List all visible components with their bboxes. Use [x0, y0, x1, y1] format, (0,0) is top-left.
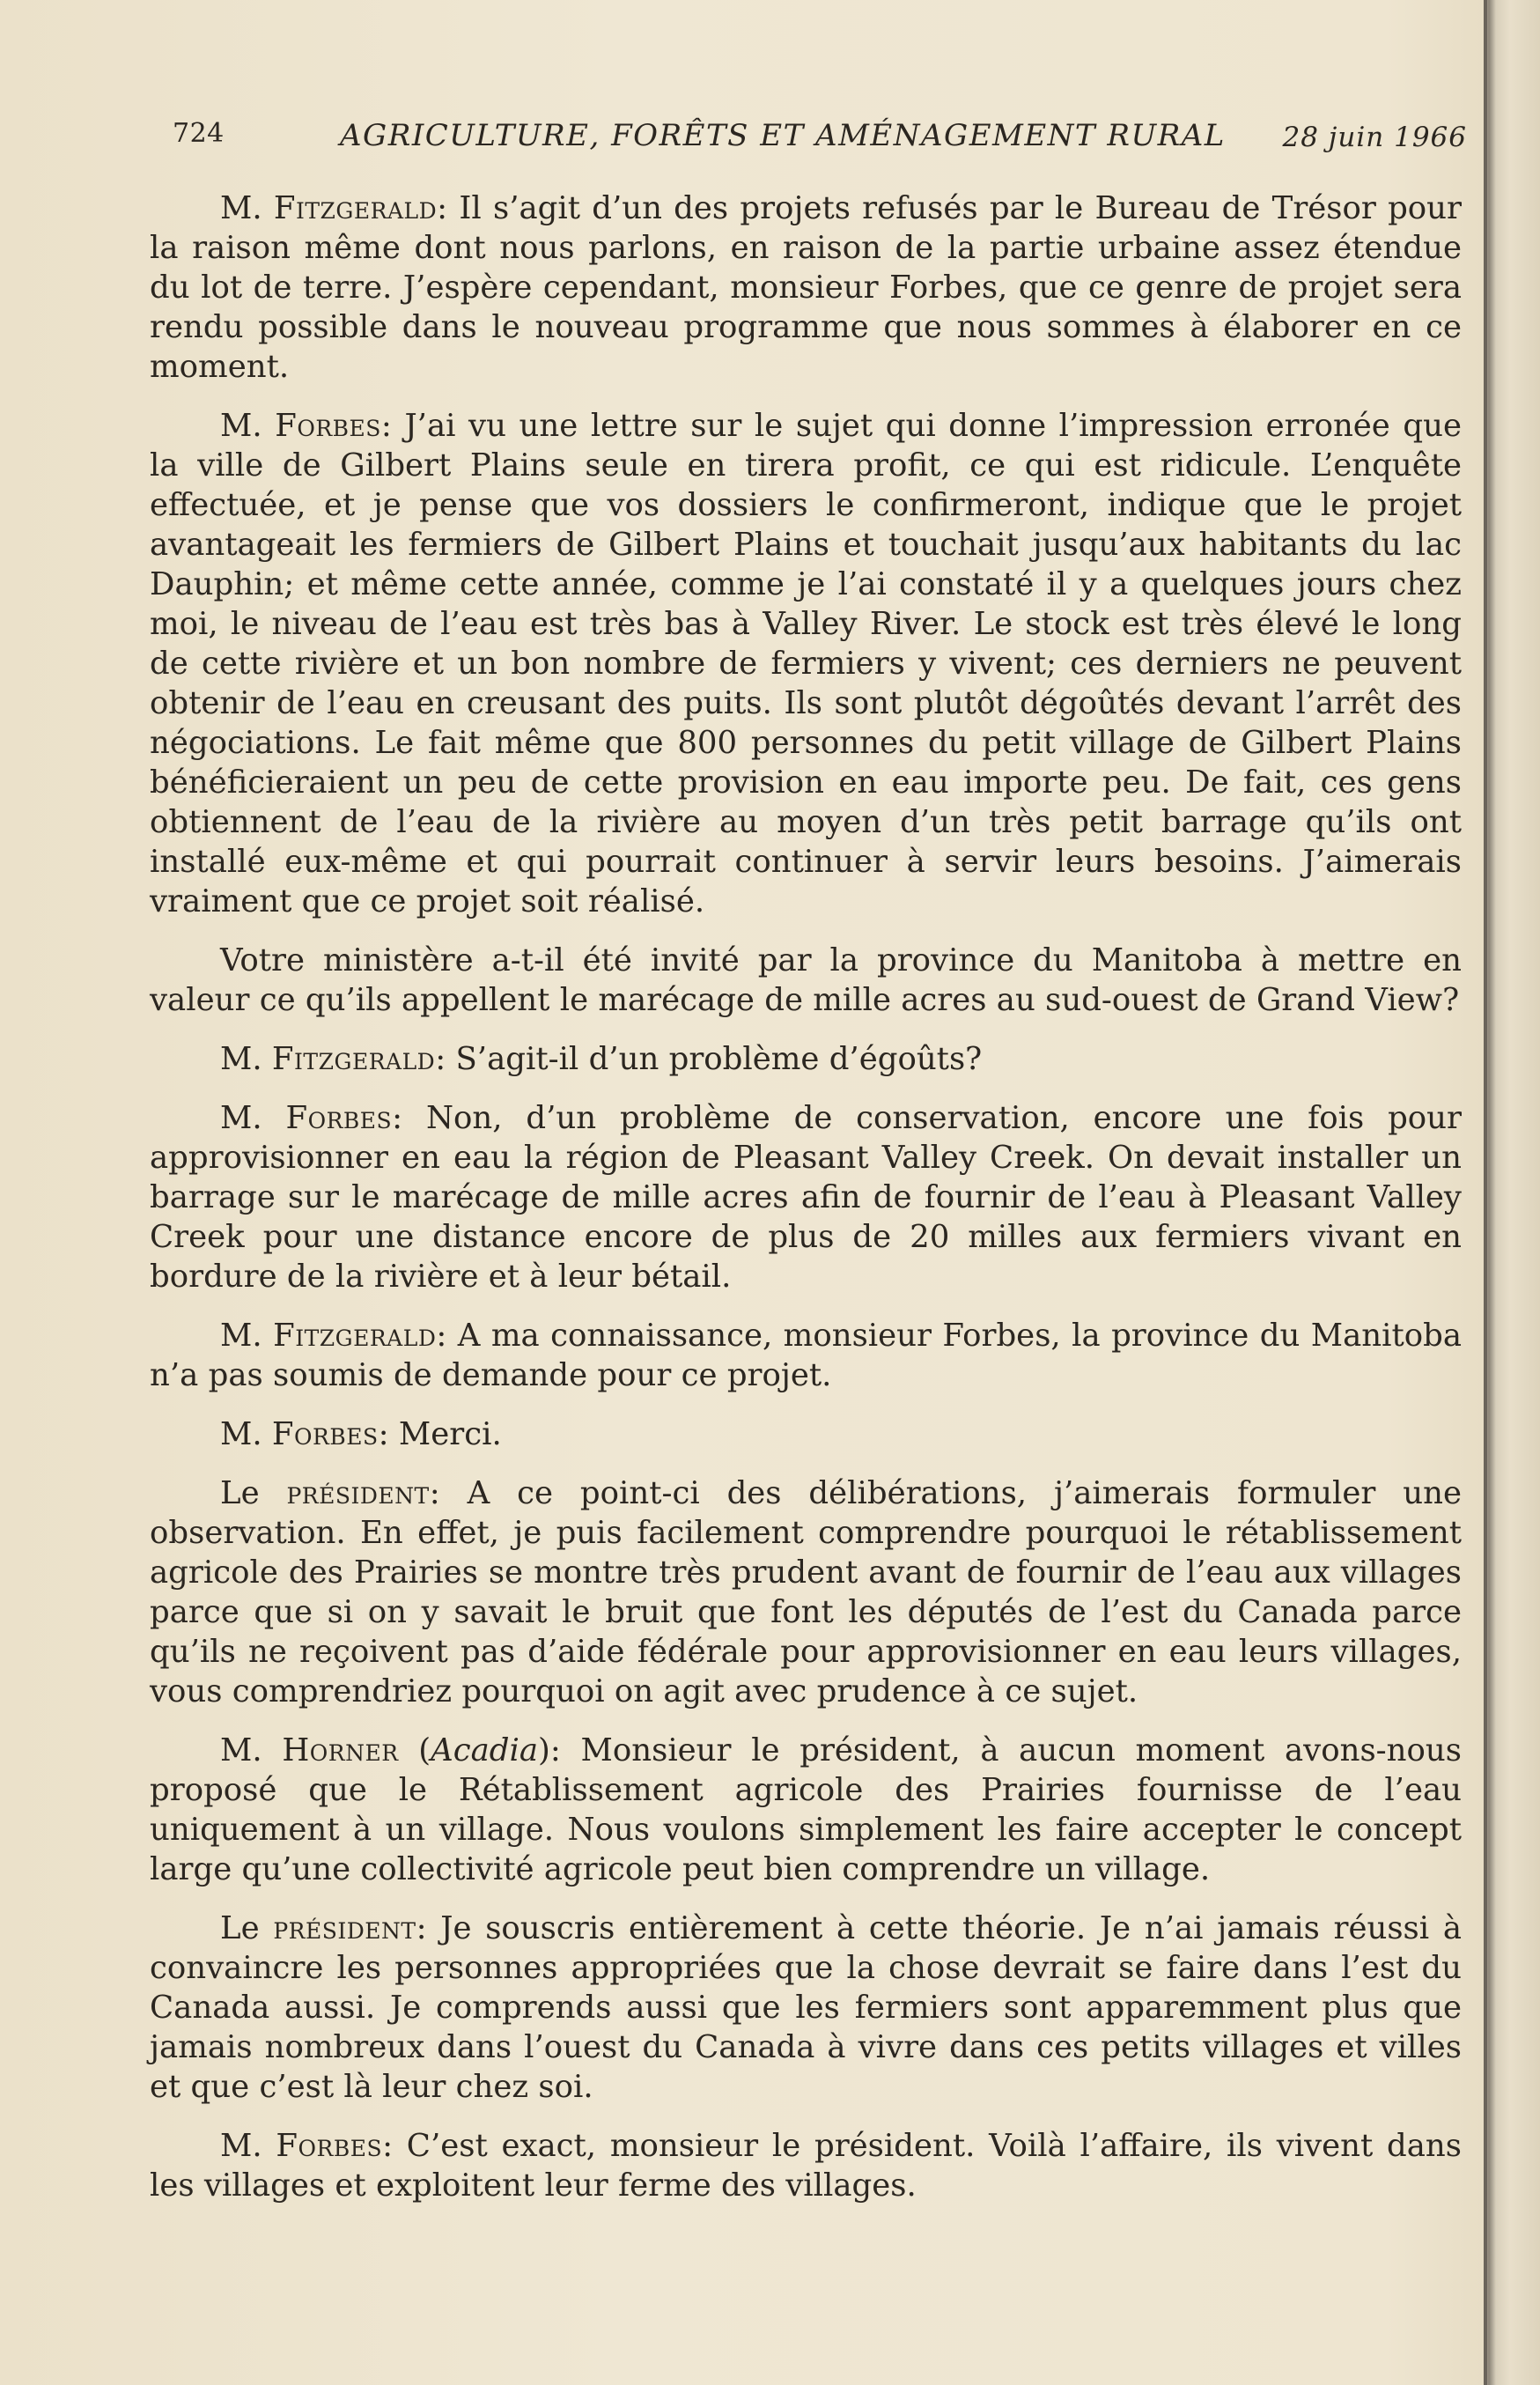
- speaker-name: Forbes: [271, 1416, 379, 1452]
- speaker-name: Forbes: [285, 1100, 393, 1136]
- page-gutter: [1484, 0, 1540, 2385]
- speaker-prefix: Le: [220, 1910, 274, 1946]
- paragraph-text: Votre ministère a-t-il été invité par la province du Manitoba à mettre en valeur ce qu’ils appellent le marécage de mille acres au sud-ouest de Grand View?: [150, 942, 1462, 1018]
- paragraph-text: Merci.: [398, 1416, 502, 1452]
- paragraph-text: A ma connaissance, monsieur Forbes, la province du Manitoba n’a pas soumis de demande pour ce projet.: [150, 1318, 1463, 1393]
- speaker-prefix: M.: [220, 1318, 274, 1354]
- speaker-name: Fitzgerald: [273, 190, 438, 226]
- speaker-prefix: Le: [220, 1475, 287, 1511]
- speaker-name: Fitzgerald: [271, 1041, 436, 1077]
- speaker-separator: :: [435, 1041, 456, 1077]
- paragraph: [150, 1039, 1462, 1079]
- running-title: AGRICULTURE, FORÊTS ET AMÉNAGEMENT RURAL: [340, 118, 1226, 153]
- speaker-separator: :: [549, 1732, 581, 1768]
- speaker-separator: :: [382, 2128, 407, 2164]
- speaker-riding: Acadia: [431, 1732, 539, 1768]
- paragraph: [150, 1316, 1462, 1395]
- paragraph-text: Monsieur le président, à aucun moment avons-nous proposé que le Rétablissement agricole des Prairies fournisse de l’eau uniquement à un village. Nous voulons simplement les faire accepter le concept large qu’une collectivité agricole peut bien comprendre un village.: [150, 1732, 1462, 1887]
- paragraph: [150, 941, 1462, 1020]
- speaker-separator: :: [378, 1416, 399, 1452]
- speaker-separator: :: [429, 1475, 468, 1511]
- speaker-prefix: M.: [220, 1041, 272, 1077]
- paragraph: M. Horner (Acadia): Monsieur le président, à aucun moment avons-nous proposé que le Rétablissement agricole des Prairies fournisse de l’eau uniquement à un village. Nous voulons simplement les faire accepter le concept large qu’une collectivité agricole peut bien comprendre un village.: [150, 1732, 1462, 1887]
- running-header: [173, 113, 1467, 166]
- running-date: 28 juin 1966: [1282, 122, 1467, 153]
- speaker-name: Forbes: [276, 2128, 383, 2164]
- paragraph-text: Il s’agit d’un des projets refusés par le Bureau de Trésor pour la raison même dont nous parlons, en raison de la partie urbaine assez étendue du lot de terre. J’espère cependant, monsieur Forbes, que ce genre de projet sera rendu possible dans le nouveau programme que nous sommes à élaborer en ce moment.: [150, 190, 1463, 385]
- paragraph-text: S’agit-il d’un problème d’égoûts?: [455, 1041, 983, 1077]
- paragraph: [150, 1098, 1462, 1296]
- speaker-name: Fitzgerald: [273, 1318, 437, 1354]
- speaker-prefix: M.: [220, 1416, 272, 1452]
- speaker-name: président: [273, 1910, 416, 1946]
- speaker-separator: :: [416, 1910, 441, 1946]
- speaker-separator: :: [392, 1100, 426, 1136]
- paragraph: [150, 1473, 1462, 1711]
- speaker-prefix: M.: [220, 1100, 286, 1136]
- speaker-separator: :: [436, 1318, 458, 1354]
- speaker-name: Horner: [282, 1732, 399, 1768]
- paragraph-text: Je souscris entièrement à cette théorie. Je n’ai jamais réussi à convaincre les personnes appropriées que la chose devrait se faire dans l’est du Canada aussi. Je comprends aussi que les fermiers sont apparemment plus que jamais nombreux dans l’ouest du Canada à vivre dans ces petits villages et villes et que c’est là leur chez soi.: [150, 1910, 1463, 2105]
- page-number: 724: [173, 118, 225, 149]
- speaker-separator: :: [437, 190, 460, 226]
- speaker-prefix: M.: [220, 190, 274, 226]
- speaker-name: Forbes: [275, 408, 381, 444]
- paragraph: [150, 1909, 1462, 2107]
- speaker-prefix: M.: [220, 1732, 283, 1768]
- speaker-prefix: M.: [220, 2128, 276, 2164]
- paragraph: [150, 1414, 1462, 1454]
- paragraph: [150, 406, 1462, 921]
- speaker-name: président: [286, 1475, 430, 1511]
- paragraph: [150, 2126, 1462, 2205]
- speaker-separator: :: [380, 408, 405, 444]
- paragraph-text: Non, d’un problème de conservation, encore une fois pour approvisionner en eau la région de Pleasant Valley Creek. On devait installer un barrage sur le marécage de mille acres afin de fournir de l’eau à Pleasant Valley Creek pour une distance encore de plus de 20 milles aux fermiers vivant en bordure de la rivière et à leur bétail.: [150, 1100, 1463, 1295]
- paragraph-text: C’est exact, monsieur le président. Voilà l’affaire, ils vivent dans les villages et exploitent leur ferme des villages.: [150, 2128, 1462, 2204]
- paragraph: [150, 188, 1462, 387]
- speaker-prefix: M.: [220, 408, 276, 444]
- paragraph-text: J’ai vu une lettre sur le sujet qui donne l’impression erronée que la ville de Gilbert Plains seule en tirera profit, ce qui est ridicule. L’enquête effectuée, et je pense que vos dossiers le confirmeront, indique que le projet avantageait les fermiers de Gilbert Plains et touchait jusqu’aux habitants du lac Dauphin; et même cette année, comme je l’ai constaté il y a quelques jours chez moi, le niveau de l’eau est très bas à Valley River. Le stock est très élevé le long de cette rivière et un bon nombre de fermiers y vivent; ces derniers ne peuvent obtenir de l’eau en creusant des puits. Ils sont plutôt dégoûtés devant l’arrêt des négociations. Le fait même que 800 personnes du petit village de Gilbert Plains bénéficieraient un peu de cette provision en eau importe peu. De fait, ces gens obtiennent de l’eau de la rivière au moyen d’un très petit barrage qu’ils ont installé eux-même et qui pourrait continuer à servir leurs besoins. J’aimerais vraiment que ce projet soit réalisé.: [150, 408, 1462, 919]
- transcript-body: [150, 188, 1462, 2225]
- binding-shadow: [1484, 0, 1487, 2385]
- paragraph-text: A ce point-ci des délibérations, j’aimerais formuler une observation. En effet, je puis facilement comprendre pourquoi le rétablissement agricole des Prairies se montre très prudent avant de fournir de l’eau aux villages parce que si on y savait le bruit que font les députés de l’est du Canada parce qu’ils ne reçoivent pas d’aide fédérale pour approvisionner en eau leurs villages, vous comprendriez pourquoi on agit avec prudence à ce sujet.: [150, 1475, 1462, 1709]
